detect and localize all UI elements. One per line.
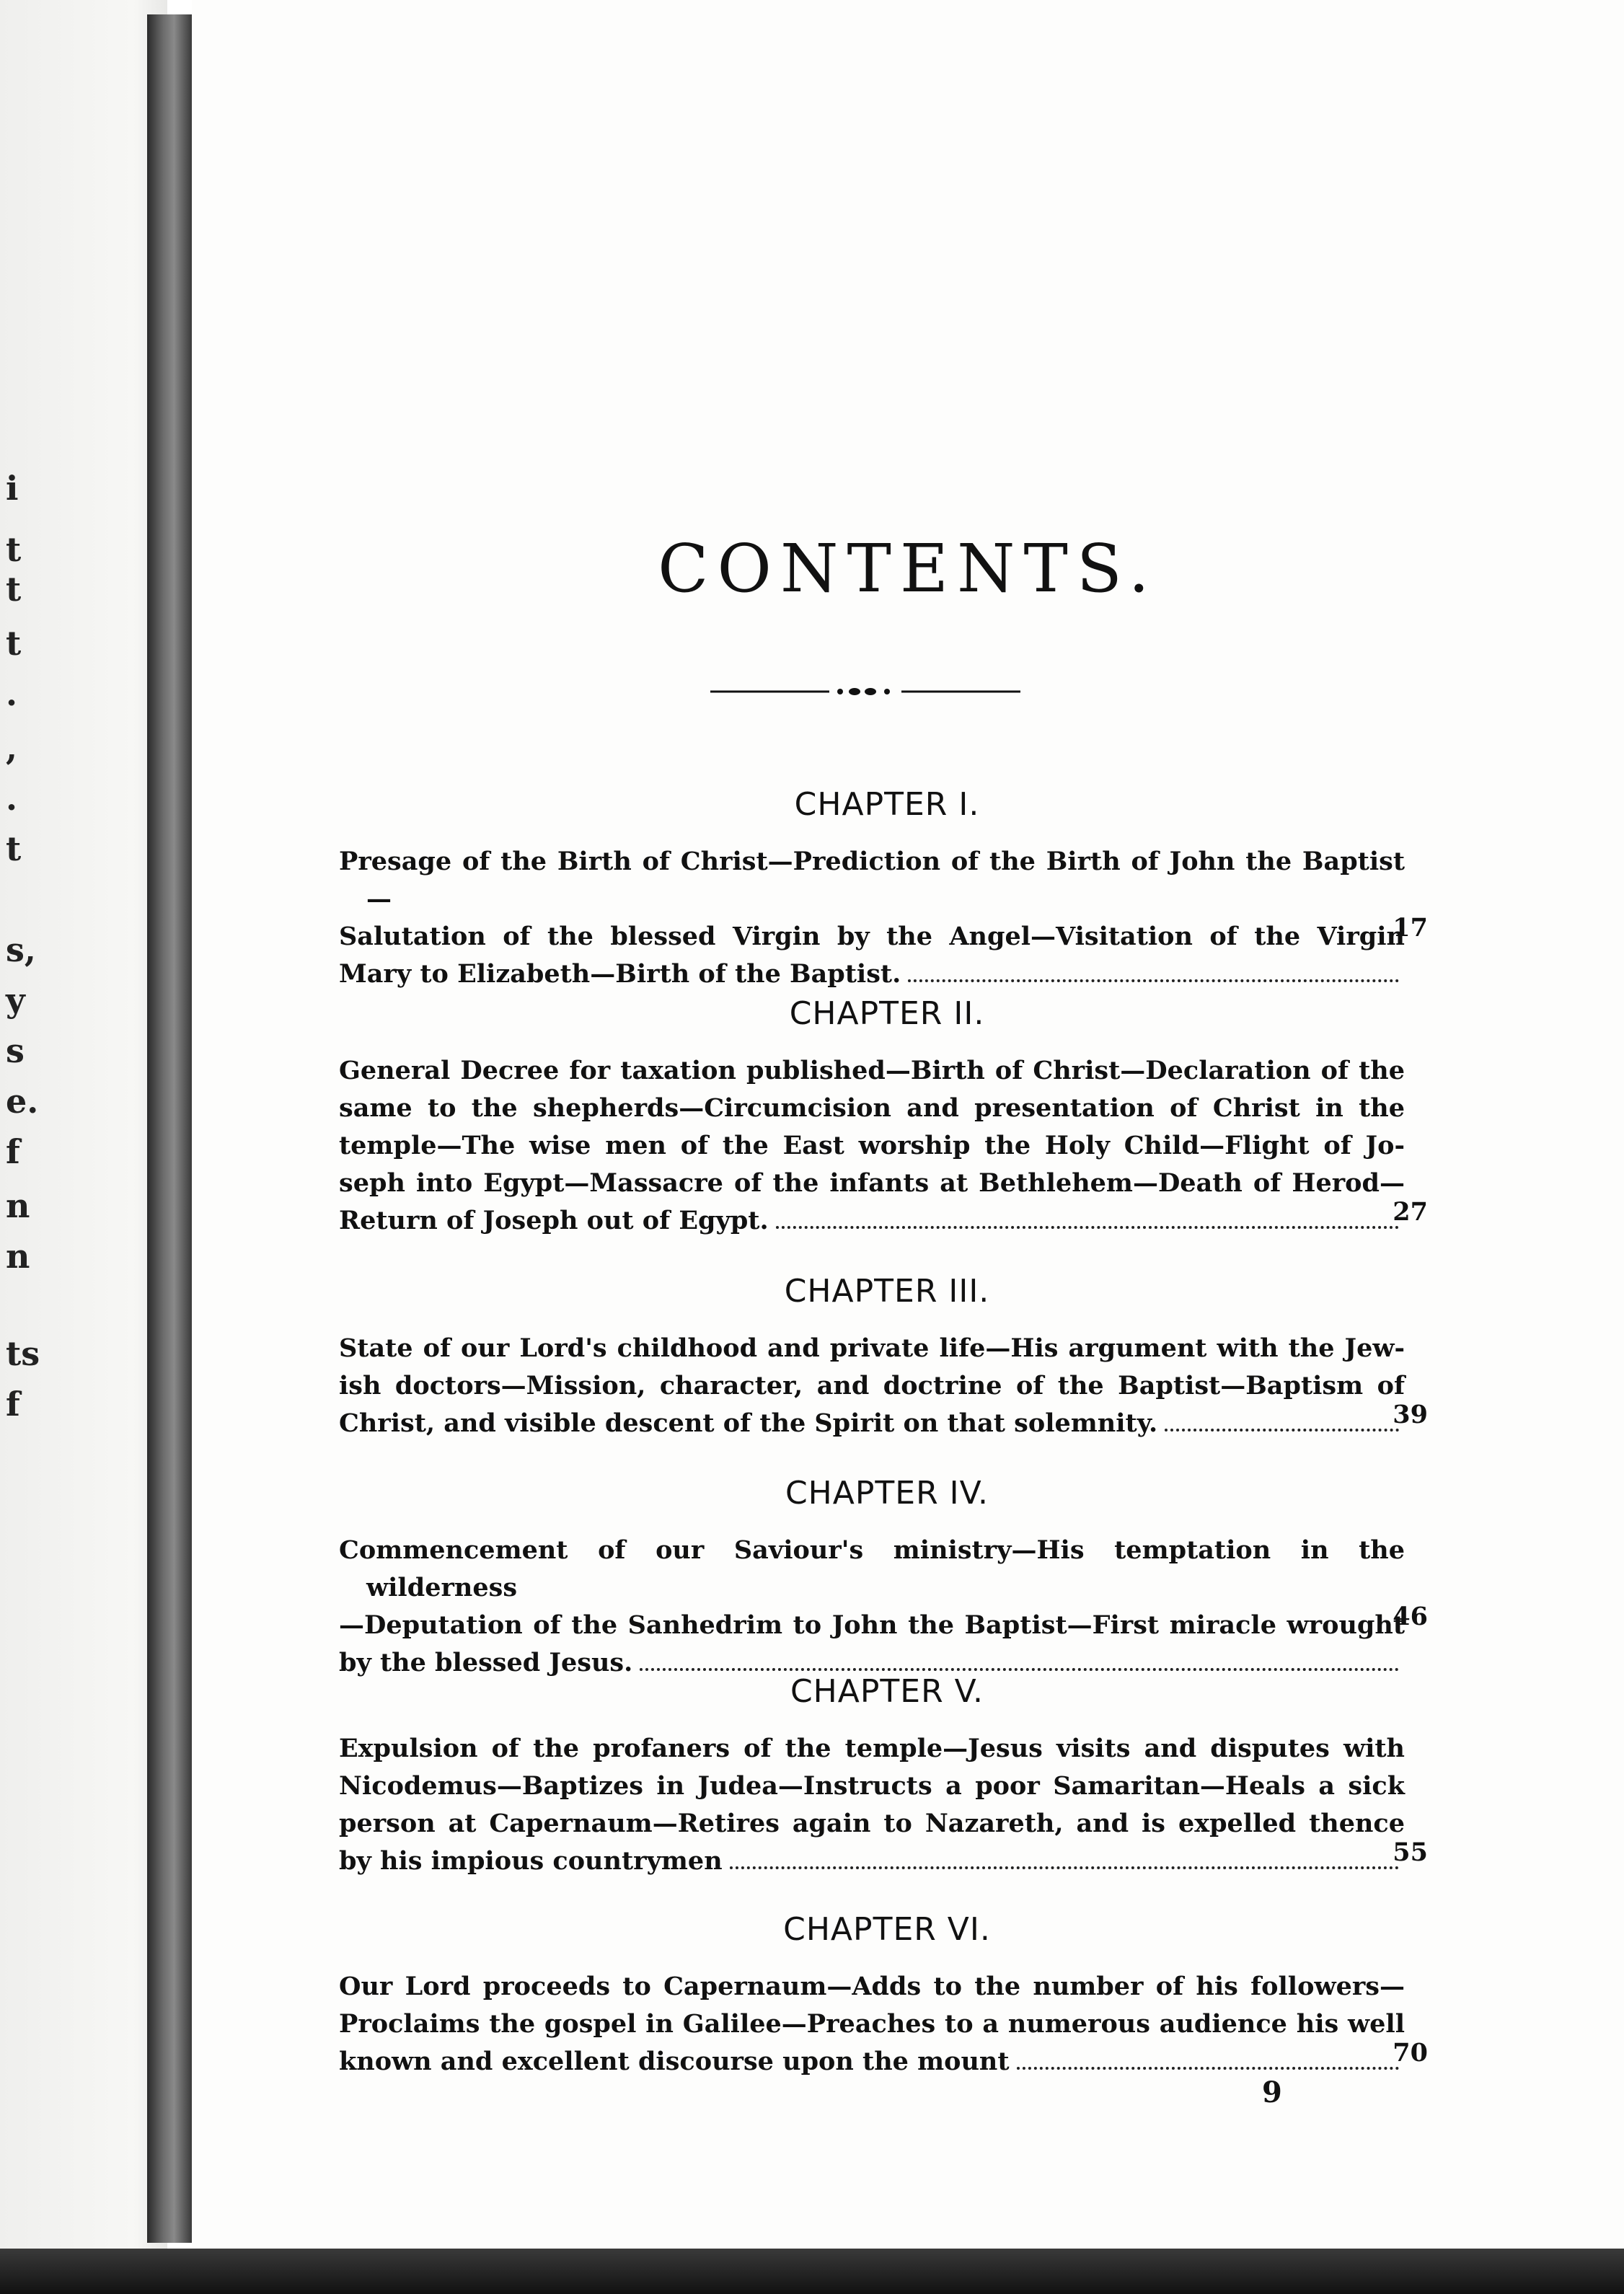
- chapter-page-number: 17: [1393, 913, 1428, 943]
- chapter-summary: [339, 1330, 1405, 1442]
- summary-line: Nicodemus—Baptizes in Judea—Instructs a poor Samaritan—Heals a sick: [339, 1771, 1405, 1801]
- chapter-page-number: 27: [1393, 1197, 1428, 1227]
- facing-page-fragment: n: [6, 1237, 30, 1276]
- facing-page-fragment: s: [6, 1031, 25, 1070]
- chapter-heading: CHAPTER IV.: [785, 1475, 989, 1512]
- facing-page-fragment: t: [6, 570, 22, 609]
- chapter-summary: [339, 1730, 1405, 1880]
- dot-leader: [730, 1866, 1399, 1869]
- scan-bottom-edge: [0, 2249, 1624, 2294]
- chapter-summary: [339, 1052, 1405, 1240]
- facing-page-text-fragments: [0, 0, 167, 2294]
- summary-line: known and excellent discourse upon the mount: [339, 2047, 1010, 2076]
- summary-line: Expulsion of the profaners of the temple—Jesus visits and disputes with: [339, 1734, 1405, 1763]
- dot-leader: [640, 1668, 1399, 1671]
- chapter-page-number: 39: [1393, 1400, 1428, 1429]
- dot-leader: [776, 1226, 1399, 1229]
- chapter-heading: CHAPTER III.: [784, 1273, 990, 1310]
- facing-page-fragment: s,: [6, 930, 36, 969]
- summary-line: same to the shepherds—Circumcision and presentation of Christ in the: [339, 1093, 1405, 1123]
- facing-page-fragment: n: [6, 1186, 30, 1225]
- facing-page-fragment: y: [6, 981, 25, 1020]
- chapter-heading: CHAPTER VI.: [783, 1911, 991, 1948]
- chapter-summary: [339, 1968, 1405, 2081]
- facing-page-fragment: t: [6, 624, 22, 663]
- summary-line: Presage of the Birth of Christ—Prediction of the Birth of John the Baptist—: [339, 847, 1405, 914]
- chapter-page-number: 55: [1393, 1838, 1428, 1867]
- chapter-entry: [339, 1475, 1435, 1682]
- chapter-summary: [339, 1532, 1405, 1682]
- summary-last-line: [339, 2043, 1405, 2081]
- dot-leader: [1017, 2067, 1399, 2070]
- facing-page-fragment: e.: [6, 1082, 39, 1121]
- facing-page-fragment: f: [6, 1132, 20, 1171]
- facing-page-fragment: t: [6, 829, 22, 868]
- summary-line: State of our Lord's childhood and private life—His argument with the Jew-: [339, 1333, 1405, 1363]
- chapter-heading: CHAPTER II.: [789, 995, 985, 1032]
- chapter-entry: [339, 995, 1435, 1240]
- dot-leader: [1165, 1429, 1399, 1431]
- summary-line: ish doctors—Mission, character, and doctrine of the Baptist—Baptism of: [339, 1371, 1405, 1400]
- summary-last-line: [339, 1405, 1405, 1442]
- summary-line: Christ, and visible descent of the Spirit on that solemnity.: [339, 1408, 1158, 1438]
- summary-line: seph into Egypt—Massacre of the infants at Bethlehem—Death of Herod—: [339, 1168, 1405, 1198]
- chapter-heading: CHAPTER I.: [794, 786, 980, 823]
- facing-page-fragment: t: [6, 530, 22, 569]
- summary-line: Salutation of the blessed Virgin by the Angel—Visitation of the Virgin: [339, 922, 1405, 951]
- summary-line: Proclaims the gospel in Galilee—Preaches to a numerous audience his well: [339, 2009, 1405, 2039]
- summary-last-line: [339, 956, 1405, 993]
- facing-page-fragment: f: [6, 1385, 20, 1424]
- summary-line: Mary to Elizabeth—Birth of the Baptist.: [339, 959, 901, 989]
- title-ornament-rule: [710, 687, 1020, 697]
- chapter-entry: [339, 1911, 1435, 2081]
- summary-line: by the blessed Jesus.: [339, 1648, 633, 1677]
- facing-page-fragment: .: [6, 674, 18, 713]
- summary-line: Commencement of our Saviour's ministry—His temptation in the wilderness: [339, 1535, 1405, 1602]
- summary-line: Return of Joseph out of Egypt.: [339, 1206, 769, 1235]
- chapter-entry: [339, 1673, 1435, 1880]
- chapter-page-number: 46: [1393, 1602, 1428, 1631]
- facing-page-fragment: ts: [6, 1334, 40, 1373]
- chapter-heading: CHAPTER V.: [790, 1673, 984, 1710]
- facing-page-fragment: i: [6, 469, 19, 508]
- summary-line: temple—The wise men of the East worship the Holy Child—Flight of Jo-: [339, 1131, 1405, 1160]
- summary-last-line: [339, 1202, 1405, 1240]
- chapter-entry: [339, 786, 1435, 993]
- summary-line: by his impious countrymen: [339, 1846, 723, 1876]
- summary-line: —Deputation of the Sanhedrim to John the Baptist—First miracle wrought: [339, 1610, 1405, 1640]
- summary-last-line: [339, 1843, 1405, 1880]
- summary-line: Our Lord proceeds to Capernaum—Adds to the number of his followers—: [339, 1972, 1405, 2001]
- book-spine-shadow: [147, 14, 192, 2243]
- chapter-page-number: 70: [1393, 2038, 1428, 2068]
- page-title: CONTENTS.: [658, 530, 1158, 607]
- dot-leader: [908, 979, 1399, 982]
- summary-line: General Decree for taxation published—Birth of Christ—Declaration of the: [339, 1056, 1405, 1085]
- page-number: 9: [1262, 2075, 1282, 2109]
- facing-page-fragment: .: [6, 779, 18, 818]
- chapter-entry: [339, 1273, 1435, 1442]
- summary-line: person at Capernaum—Retires again to Nazareth, and is expelled thence: [339, 1809, 1405, 1838]
- facing-page-fragment: ,: [6, 728, 18, 767]
- chapter-summary: [339, 843, 1405, 993]
